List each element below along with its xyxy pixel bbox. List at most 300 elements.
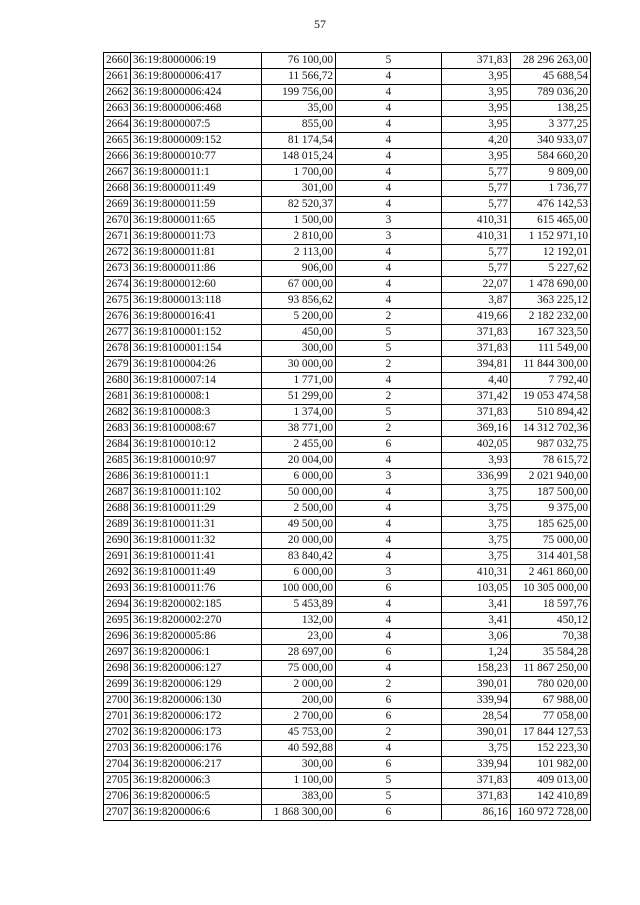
- area-value: 67 000,00: [262, 277, 336, 293]
- row-number: 2704: [104, 757, 131, 773]
- row-number: 2683: [104, 421, 131, 437]
- category-value: 2: [336, 421, 442, 437]
- area-value: 2 113,00: [262, 245, 336, 261]
- cadastral-number: 36:19:8000011:49: [131, 181, 262, 197]
- row-number: 2695: [104, 613, 131, 629]
- rate-value: 339,94: [442, 693, 511, 709]
- area-value: 45 753,00: [262, 725, 336, 741]
- row-number: 2707: [104, 805, 131, 821]
- table-row: [104, 373, 591, 389]
- table-row: [104, 261, 591, 277]
- table-row: [104, 437, 591, 453]
- total-value: 12 192,01: [511, 245, 591, 261]
- row-number: 2700: [104, 693, 131, 709]
- cadastral-number: 36:19:8100011:49: [131, 565, 262, 581]
- total-value: 1 736,77: [511, 181, 591, 197]
- category-value: 2: [336, 309, 442, 325]
- area-value: 383,00: [262, 789, 336, 805]
- cadastral-number: 36:19:8200006:172: [131, 709, 262, 725]
- rate-value: 3,95: [442, 149, 511, 165]
- cadastral-number: 36:19:8000011:65: [131, 213, 262, 229]
- category-value: 5: [336, 773, 442, 789]
- category-value: 4: [336, 117, 442, 133]
- cadastral-number: 36:19:8000006:19: [131, 53, 262, 69]
- cadastral-number: 36:19:8000016:41: [131, 309, 262, 325]
- total-value: 35 584,28: [511, 645, 591, 661]
- total-value: 5 227,62: [511, 261, 591, 277]
- table-row: [104, 53, 591, 69]
- rate-value: 4,20: [442, 133, 511, 149]
- category-value: 4: [336, 277, 442, 293]
- total-value: 160 972 728,00: [511, 805, 591, 821]
- row-number: 2680: [104, 373, 131, 389]
- category-value: 4: [336, 149, 442, 165]
- category-value: 4: [336, 501, 442, 517]
- area-value: 83 840,42: [262, 549, 336, 565]
- area-value: 2 455,00: [262, 437, 336, 453]
- category-value: 4: [336, 261, 442, 277]
- area-value: 49 500,00: [262, 517, 336, 533]
- total-value: 987 032,75: [511, 437, 591, 453]
- area-value: 2 810,00: [262, 229, 336, 245]
- cadastral-number: 36:19:8200006:127: [131, 661, 262, 677]
- area-value: 1 374,00: [262, 405, 336, 421]
- rate-value: 410,31: [442, 229, 511, 245]
- total-value: 14 312 702,36: [511, 421, 591, 437]
- rate-value: 371,42: [442, 389, 511, 405]
- table-row: [104, 581, 591, 597]
- rate-value: 3,06: [442, 629, 511, 645]
- area-value: 1 500,00: [262, 213, 336, 229]
- area-value: 450,00: [262, 325, 336, 341]
- area-value: 200,00: [262, 693, 336, 709]
- table-row: [104, 805, 591, 821]
- category-value: 5: [336, 341, 442, 357]
- row-number: 2674: [104, 277, 131, 293]
- category-value: 6: [336, 581, 442, 597]
- rate-value: 390,01: [442, 677, 511, 693]
- category-value: 2: [336, 357, 442, 373]
- row-number: 2670: [104, 213, 131, 229]
- row-number: 2706: [104, 789, 131, 805]
- total-value: 2 021 940,00: [511, 469, 591, 485]
- area-value: 82 520,37: [262, 197, 336, 213]
- row-number: 2686: [104, 469, 131, 485]
- category-value: 4: [336, 133, 442, 149]
- cadastral-number: 36:19:8100008:1: [131, 389, 262, 405]
- cadastral-number: 36:19:8000011:86: [131, 261, 262, 277]
- rate-value: 103,05: [442, 581, 511, 597]
- table-row: [104, 533, 591, 549]
- area-value: 5 200,00: [262, 309, 336, 325]
- row-number: 2691: [104, 549, 131, 565]
- table-row: [104, 309, 591, 325]
- table-row: [104, 85, 591, 101]
- category-value: 5: [336, 405, 442, 421]
- cadastral-number: 36:19:8100001:152: [131, 325, 262, 341]
- area-value: 6 000,00: [262, 565, 336, 581]
- rate-value: 371,83: [442, 325, 511, 341]
- category-value: 4: [336, 613, 442, 629]
- total-value: 3 377,25: [511, 117, 591, 133]
- total-value: 789 036,20: [511, 85, 591, 101]
- category-value: 4: [336, 485, 442, 501]
- row-number: 2664: [104, 117, 131, 133]
- total-value: 28 296 263,00: [511, 53, 591, 69]
- cadastral-number: 36:19:8200006:1: [131, 645, 262, 661]
- total-value: 11 844 300,00: [511, 357, 591, 373]
- rate-value: 5,77: [442, 245, 511, 261]
- area-value: 50 000,00: [262, 485, 336, 501]
- table-row: [104, 645, 591, 661]
- total-value: 152 223,30: [511, 741, 591, 757]
- category-value: 5: [336, 789, 442, 805]
- rate-value: 394,81: [442, 357, 511, 373]
- category-value: 6: [336, 437, 442, 453]
- area-value: 30 000,00: [262, 357, 336, 373]
- total-value: 409 013,00: [511, 773, 591, 789]
- table-row: [104, 325, 591, 341]
- total-value: 314 401,58: [511, 549, 591, 565]
- total-value: 138,25: [511, 101, 591, 117]
- cadastral-number: 36:19:8100011:29: [131, 501, 262, 517]
- table-row: [104, 501, 591, 517]
- cadastral-number: 36:19:8200002:185: [131, 597, 262, 613]
- row-number: 2698: [104, 661, 131, 677]
- table-row: [104, 245, 591, 261]
- category-value: 4: [336, 453, 442, 469]
- row-number: 2667: [104, 165, 131, 181]
- rate-value: 3,95: [442, 117, 511, 133]
- category-value: 6: [336, 709, 442, 725]
- total-value: 780 020,00: [511, 677, 591, 693]
- total-value: 584 660,20: [511, 149, 591, 165]
- area-value: 199 756,00: [262, 85, 336, 101]
- cadastral-number: 36:19:8100004:26: [131, 357, 262, 373]
- row-number: 2703: [104, 741, 131, 757]
- category-value: 3: [336, 469, 442, 485]
- table-row: [104, 629, 591, 645]
- cadastral-number: 36:19:8100010:97: [131, 453, 262, 469]
- category-value: 4: [336, 165, 442, 181]
- table-row: [104, 293, 591, 309]
- area-value: 75 000,00: [262, 661, 336, 677]
- total-value: 70,38: [511, 629, 591, 645]
- row-number: 2688: [104, 501, 131, 517]
- area-value: 906,00: [262, 261, 336, 277]
- category-value: 4: [336, 533, 442, 549]
- cadastral-number: 36:19:8000011:81: [131, 245, 262, 261]
- total-value: 1 152 971,10: [511, 229, 591, 245]
- total-value: 2 182 232,00: [511, 309, 591, 325]
- total-value: 1 478 690,00: [511, 277, 591, 293]
- area-value: 2 700,00: [262, 709, 336, 725]
- row-number: 2692: [104, 565, 131, 581]
- rate-value: 369,16: [442, 421, 511, 437]
- cadastral-number: 36:19:8200002:270: [131, 613, 262, 629]
- row-number: 2681: [104, 389, 131, 405]
- rate-value: 371,83: [442, 405, 511, 421]
- category-value: 3: [336, 229, 442, 245]
- table-row: [104, 789, 591, 805]
- cadastral-number: 36:19:8100011:102: [131, 485, 262, 501]
- cadastral-number: 36:19:8200006:5: [131, 789, 262, 805]
- table-row: [104, 677, 591, 693]
- cadastral-number: 36:19:8100007:14: [131, 373, 262, 389]
- category-value: 4: [336, 197, 442, 213]
- cadastral-number: 36:19:8200006:217: [131, 757, 262, 773]
- total-value: 101 982,00: [511, 757, 591, 773]
- row-number: 2702: [104, 725, 131, 741]
- cadastral-number: 36:19:8000011:59: [131, 197, 262, 213]
- cadastral-number: 36:19:8100011:41: [131, 549, 262, 565]
- rate-value: 3,95: [442, 85, 511, 101]
- total-value: 45 688,54: [511, 69, 591, 85]
- row-number: 2660: [104, 53, 131, 69]
- cadastral-number: 36:19:8000012:60: [131, 277, 262, 293]
- cadastral-number: 36:19:8100011:1: [131, 469, 262, 485]
- category-value: 4: [336, 549, 442, 565]
- table-row: [104, 277, 591, 293]
- row-number: 2676: [104, 309, 131, 325]
- rate-value: 3,93: [442, 453, 511, 469]
- cadastral-number: 36:19:8000006:424: [131, 85, 262, 101]
- row-number: 2678: [104, 341, 131, 357]
- category-value: 6: [336, 645, 442, 661]
- area-value: 300,00: [262, 757, 336, 773]
- rate-value: 410,31: [442, 213, 511, 229]
- rate-value: 86,16: [442, 805, 511, 821]
- table-row: [104, 101, 591, 117]
- table-row: [104, 133, 591, 149]
- rate-value: 3,75: [442, 485, 511, 501]
- cadastral-number: 36:19:8100011:76: [131, 581, 262, 597]
- rate-value: 3,75: [442, 517, 511, 533]
- area-value: 5 453,89: [262, 597, 336, 613]
- row-number: 2685: [104, 453, 131, 469]
- cadastral-number: 36:19:8000010:77: [131, 149, 262, 165]
- cadastral-number: 36:19:8000006:468: [131, 101, 262, 117]
- total-value: 18 597,76: [511, 597, 591, 613]
- total-value: 7 792,40: [511, 373, 591, 389]
- row-number: 2665: [104, 133, 131, 149]
- category-value: 4: [336, 293, 442, 309]
- area-value: 148 015,24: [262, 149, 336, 165]
- row-number: 2689: [104, 517, 131, 533]
- cadastral-number: 36:19:8100008:3: [131, 405, 262, 421]
- table-row: [104, 597, 591, 613]
- table-row: [104, 661, 591, 677]
- rate-value: 4,40: [442, 373, 511, 389]
- category-value: 3: [336, 213, 442, 229]
- rate-value: 5,77: [442, 261, 511, 277]
- cadastral-number: 36:19:8000009:152: [131, 133, 262, 149]
- row-number: 2662: [104, 85, 131, 101]
- table-row: [104, 773, 591, 789]
- total-value: 17 844 127,53: [511, 725, 591, 741]
- row-number: 2671: [104, 229, 131, 245]
- area-value: 23,00: [262, 629, 336, 645]
- total-value: 185 625,00: [511, 517, 591, 533]
- row-number: 2694: [104, 597, 131, 613]
- table-row: [104, 341, 591, 357]
- category-value: 4: [336, 629, 442, 645]
- total-value: 510 894,42: [511, 405, 591, 421]
- area-value: 301,00: [262, 181, 336, 197]
- rate-value: 336,99: [442, 469, 511, 485]
- category-value: 6: [336, 757, 442, 773]
- table-row: [104, 405, 591, 421]
- cadastral-number: 36:19:8000011:73: [131, 229, 262, 245]
- row-number: 2675: [104, 293, 131, 309]
- total-value: 78 615,72: [511, 453, 591, 469]
- rate-value: 390,01: [442, 725, 511, 741]
- rate-value: 402,05: [442, 437, 511, 453]
- total-value: 19 053 474,58: [511, 389, 591, 405]
- cadastral-number: 36:19:8100001:154: [131, 341, 262, 357]
- total-value: 77 058,00: [511, 709, 591, 725]
- area-value: 855,00: [262, 117, 336, 133]
- row-number: 2701: [104, 709, 131, 725]
- cadastral-number: 36:19:8000013:118: [131, 293, 262, 309]
- area-value: 20 000,00: [262, 533, 336, 549]
- row-number: 2663: [104, 101, 131, 117]
- cadastral-number: 36:19:8000011:1: [131, 165, 262, 181]
- rate-value: 371,83: [442, 53, 511, 69]
- cadastral-number: 36:19:8200006:3: [131, 773, 262, 789]
- category-value: 6: [336, 805, 442, 821]
- area-value: 35,00: [262, 101, 336, 117]
- total-value: 450,12: [511, 613, 591, 629]
- cadastral-number: 36:19:8200006:176: [131, 741, 262, 757]
- row-number: 2693: [104, 581, 131, 597]
- table-row: [104, 69, 591, 85]
- area-value: 11 566,72: [262, 69, 336, 85]
- area-value: 51 299,00: [262, 389, 336, 405]
- table-row: [104, 213, 591, 229]
- row-number: 2705: [104, 773, 131, 789]
- row-number: 2666: [104, 149, 131, 165]
- area-value: 100 000,00: [262, 581, 336, 597]
- table-row: [104, 149, 591, 165]
- category-value: 4: [336, 85, 442, 101]
- category-value: 4: [336, 661, 442, 677]
- area-value: 132,00: [262, 613, 336, 629]
- area-value: 1 100,00: [262, 773, 336, 789]
- table-row: [104, 229, 591, 245]
- category-value: 4: [336, 517, 442, 533]
- area-value: 1 700,00: [262, 165, 336, 181]
- cadastral-number: 36:19:8000007:5: [131, 117, 262, 133]
- area-value: 28 697,00: [262, 645, 336, 661]
- table-row: [104, 741, 591, 757]
- area-value: 1 771,00: [262, 373, 336, 389]
- land-parcel-table: [103, 52, 591, 821]
- rate-value: 5,77: [442, 197, 511, 213]
- table-row: [104, 565, 591, 581]
- rate-value: 3,75: [442, 741, 511, 757]
- row-number: 2697: [104, 645, 131, 661]
- category-value: 5: [336, 325, 442, 341]
- area-value: 38 771,00: [262, 421, 336, 437]
- rate-value: 22,07: [442, 277, 511, 293]
- table-row: [104, 725, 591, 741]
- area-value: 81 174,54: [262, 133, 336, 149]
- total-value: 75 000,00: [511, 533, 591, 549]
- rate-value: 28,54: [442, 709, 511, 725]
- table-row: [104, 453, 591, 469]
- area-value: 93 856,62: [262, 293, 336, 309]
- table-row: [104, 613, 591, 629]
- row-number: 2682: [104, 405, 131, 421]
- rate-value: 158,23: [442, 661, 511, 677]
- total-value: 340 933,07: [511, 133, 591, 149]
- category-value: 4: [336, 741, 442, 757]
- area-value: 6 000,00: [262, 469, 336, 485]
- row-number: 2679: [104, 357, 131, 373]
- category-value: 4: [336, 101, 442, 117]
- table-row: [104, 757, 591, 773]
- table-row: [104, 197, 591, 213]
- category-value: 4: [336, 181, 442, 197]
- area-value: 2 500,00: [262, 501, 336, 517]
- table-body: [104, 53, 591, 821]
- row-number: 2684: [104, 437, 131, 453]
- table-row: [104, 517, 591, 533]
- cadastral-number: 36:19:8100010:12: [131, 437, 262, 453]
- row-number: 2690: [104, 533, 131, 549]
- rate-value: 371,83: [442, 789, 511, 805]
- category-value: 2: [336, 725, 442, 741]
- row-number: 2672: [104, 245, 131, 261]
- total-value: 67 988,00: [511, 693, 591, 709]
- cadastral-number: 36:19:8100011:31: [131, 517, 262, 533]
- table-row: [104, 181, 591, 197]
- category-value: 2: [336, 677, 442, 693]
- table-row: [104, 709, 591, 725]
- rate-value: 3,75: [442, 533, 511, 549]
- table-row: [104, 485, 591, 501]
- rate-value: 3,95: [442, 69, 511, 85]
- category-value: 4: [336, 245, 442, 261]
- area-value: 20 004,00: [262, 453, 336, 469]
- cadastral-number: 36:19:8200006:129: [131, 677, 262, 693]
- total-value: 111 549,00: [511, 341, 591, 357]
- total-value: 615 465,00: [511, 213, 591, 229]
- area-value: 40 592,88: [262, 741, 336, 757]
- row-number: 2673: [104, 261, 131, 277]
- row-number: 2668: [104, 181, 131, 197]
- rate-value: 3,87: [442, 293, 511, 309]
- rate-value: 371,83: [442, 773, 511, 789]
- table-row: [104, 549, 591, 565]
- total-value: 2 461 860,00: [511, 565, 591, 581]
- area-value: 2 000,00: [262, 677, 336, 693]
- total-value: 11 867 250,00: [511, 661, 591, 677]
- row-number: 2669: [104, 197, 131, 213]
- rate-value: 3,95: [442, 101, 511, 117]
- area-value: 1 868 300,00: [262, 805, 336, 821]
- rate-value: 3,75: [442, 549, 511, 565]
- total-value: 476 142,53: [511, 197, 591, 213]
- cadastral-number: 36:19:8100011:32: [131, 533, 262, 549]
- area-value: 76 100,00: [262, 53, 336, 69]
- cadastral-number: 36:19:8200005:86: [131, 629, 262, 645]
- table-row: [104, 389, 591, 405]
- category-value: 3: [336, 565, 442, 581]
- area-value: 300,00: [262, 341, 336, 357]
- table-row: [104, 117, 591, 133]
